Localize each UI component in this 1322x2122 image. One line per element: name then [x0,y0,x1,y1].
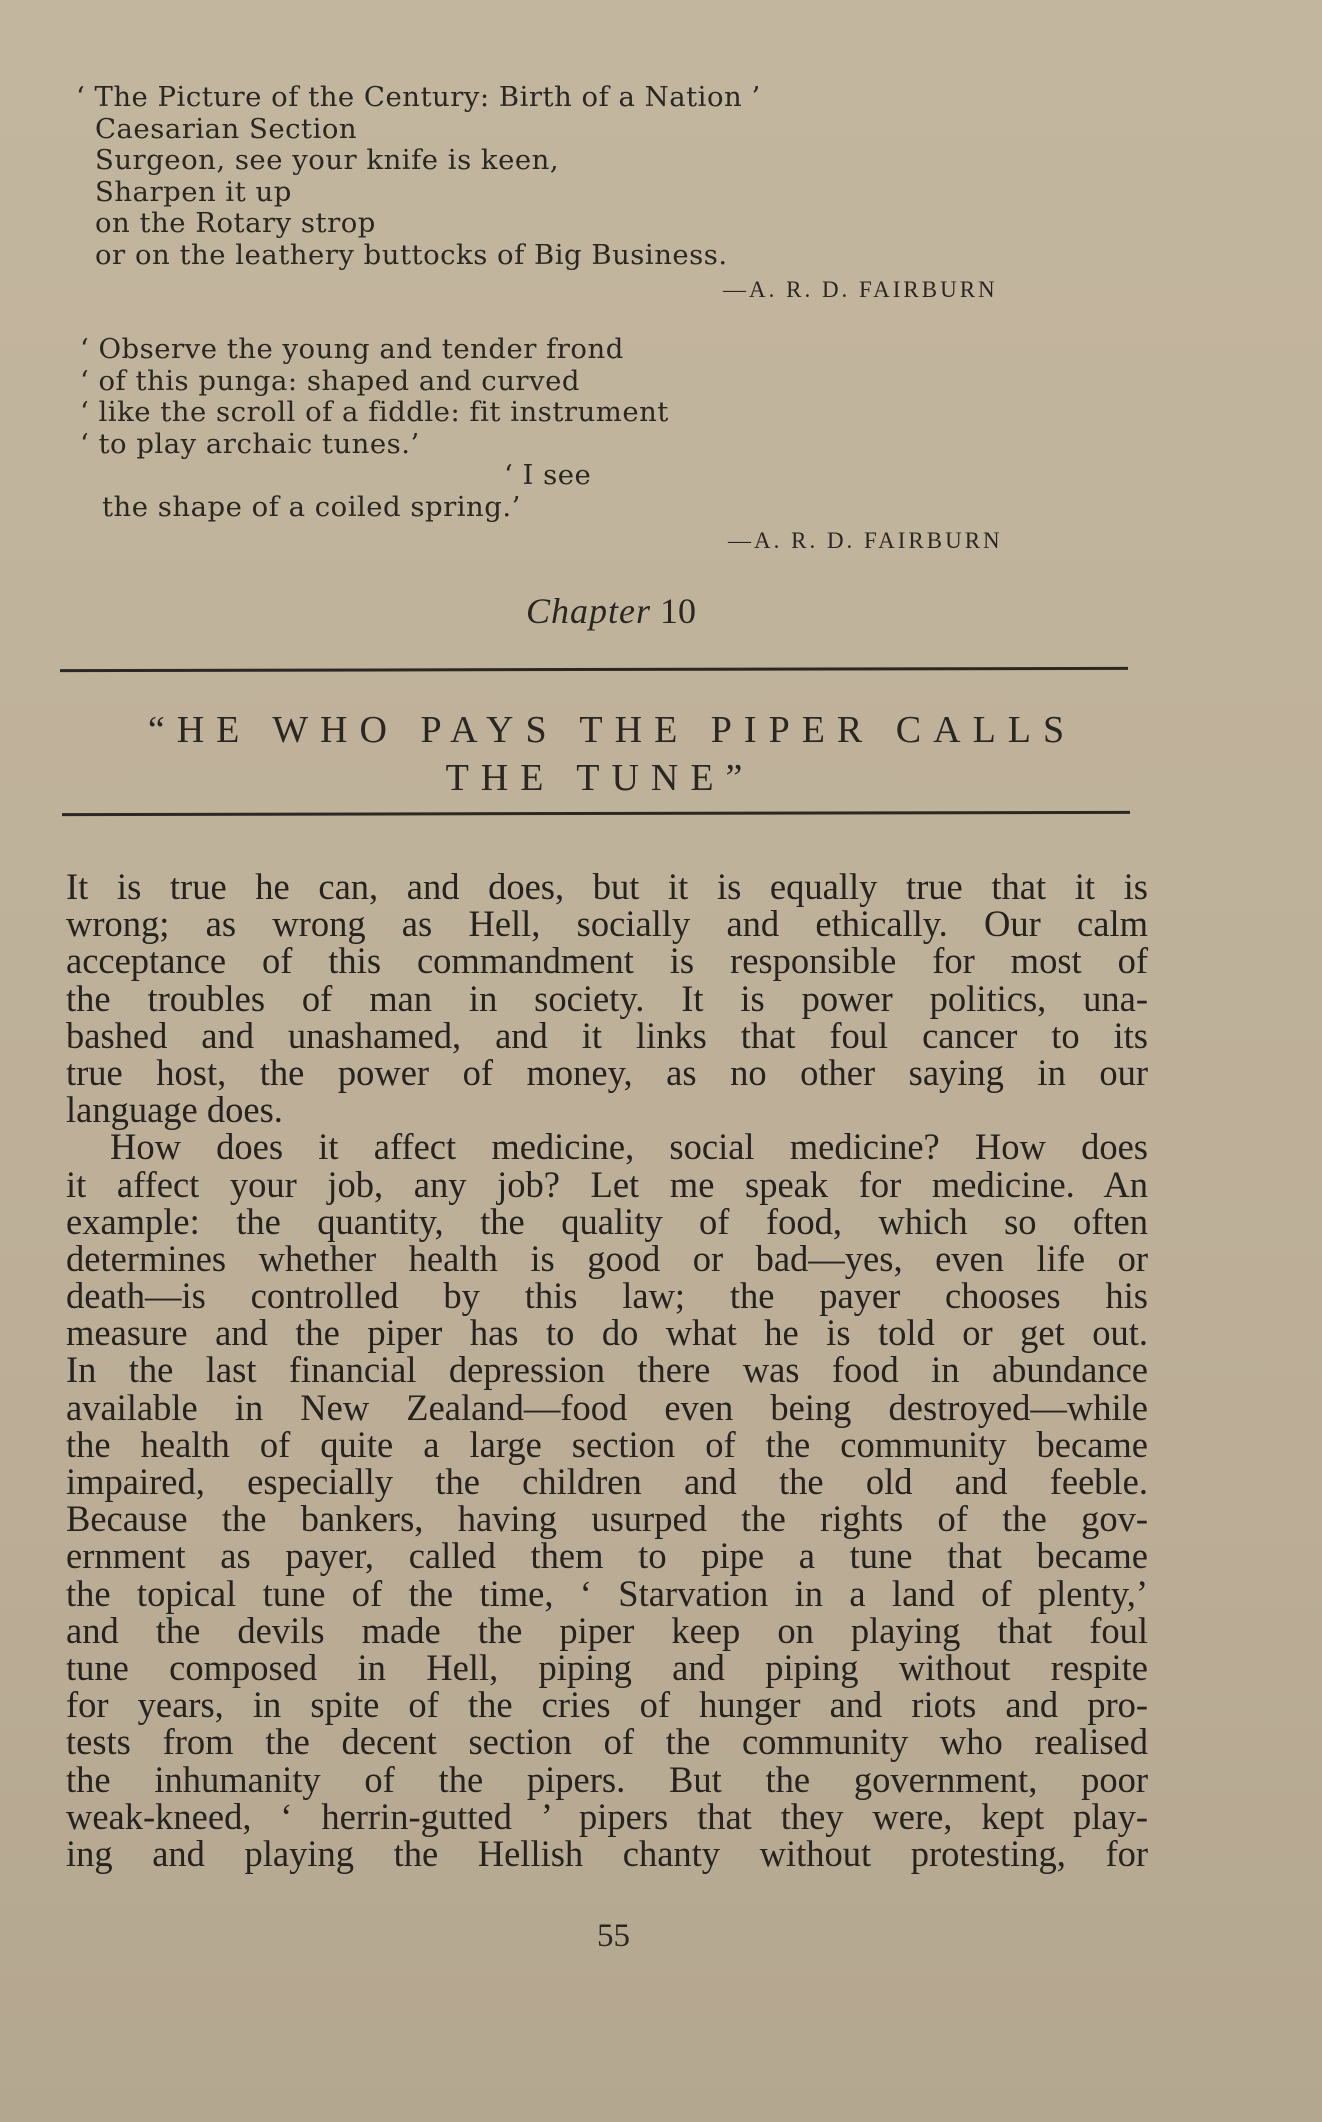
epigraph-1-line: Sharpen it up [95,175,292,208]
epigraph-1-line: Surgeon, see your knife is keen, [95,144,560,176]
chapter-label [0,590,1222,632]
body-line: the inhumanity of the pipers. But the government, poor [66,1758,1148,1800]
body-line: measure and the piper has to do what he is told or get out. [66,1312,1148,1354]
body-line: In the last financial depression there was food in abundance [66,1349,1148,1391]
body-line: language does. [66,1089,283,1131]
body-line: the health of quite a large section of the community became [66,1423,1148,1465]
body-line: tests from the decent section of the community who realised [66,1721,1148,1763]
epigraph-1-attribution: —A. R. D. FAIRBURN [723,277,998,302]
chapter-title-line-1: “HE WHO PAYS THE PIPER CALLS [147,709,1077,751]
body-line: and the devils made the piper keep on playing that foul [66,1609,1148,1651]
epigraph-1-line: on the Rotary strop [95,207,376,239]
top-rule [60,667,1128,672]
epigraph-2 [80,334,1080,523]
epigraph-2-line: ‘ to play archaic tunes.’ [80,427,420,460]
body-line: ing and playing the Hellish chanty without protesting, for [66,1832,1148,1874]
epigraph-1-line: Caesarian Section [95,112,358,145]
epigraph-2-line: ‘ Observe the young and tender frond [80,333,624,365]
chapter-title-line-2: THE TUNE” [445,757,755,799]
body-line: ernment as payer, called them to pipe a tune that became [66,1535,1148,1577]
epigraph-2-line: ‘ like the scroll of a fiddle: fit instrument [80,396,669,428]
body-line: available in New Zealand—food even being destroyed—while [66,1386,1148,1428]
body-line: for years, in spite of the cries of hunger and riots and pro- [66,1684,1148,1726]
body-line: true host, the power of money, as no other saying in our [66,1051,1148,1093]
epigraph-1 [76,82,1076,271]
bottom-rule [62,811,1130,816]
body-line: example: the quantity, the quality of food, which so often [66,1200,1148,1242]
body-line: tune composed in Hell, piping and piping without respite [66,1646,1148,1688]
body-line: determines whether health is good or bad—yes, even life or [66,1237,1148,1279]
body-line: impaired, especially the children and the old and feeble. [66,1461,1148,1502]
body-line: It is true he can, and does, but it is equally true that it is [66,866,1148,907]
page-number: 55 [597,1918,630,1954]
body-line: How does it affect medicine, social medicine? How does [110,1126,1148,1168]
body-line: death—is controlled by this law; the payer chooses his [66,1275,1148,1317]
body-line: weak-kneed, ‘ herrin-gutted ’ pipers that they were, kept play- [66,1795,1148,1837]
body-line: it affect your job, any job? Let me speak for medicine. An [66,1163,1148,1205]
epigraph-2-line: ‘ I see [504,459,592,491]
chapter-number: 10 [660,591,696,631]
epigraph-2-attribution: —A. R. D. FAIRBURN [728,528,1003,553]
chapter-word: Chapter [525,591,651,631]
epigraph-1-line: or on the leathery buttocks of Big Business. [95,238,728,271]
epigraph-1-line: ‘ The Picture of the Century: Birth of a Nation ’ [76,81,761,113]
body-line: acceptance of this commandment is responsible for most of [66,940,1148,982]
body-text [66,868,1148,1872]
epigraph-2-line: the shape of a coiled spring.’ [102,490,521,523]
body-line: Because the bankers, having usurped the rights of the gov- [66,1498,1148,1540]
body-line: bashed and unashamed, and it links that foul cancer to its [66,1014,1148,1056]
epigraph-2-line: ‘ of this punga: shaped and curved [80,364,580,397]
body-line: wrong; as wrong as Hell, socially and ethically. Our calm [66,903,1148,945]
body-line: the topical tune of the time, ‘ Starvation in a land of plenty,’ [66,1572,1148,1614]
body-line: the troubles of man in society. It is power politics, una- [66,977,1148,1019]
